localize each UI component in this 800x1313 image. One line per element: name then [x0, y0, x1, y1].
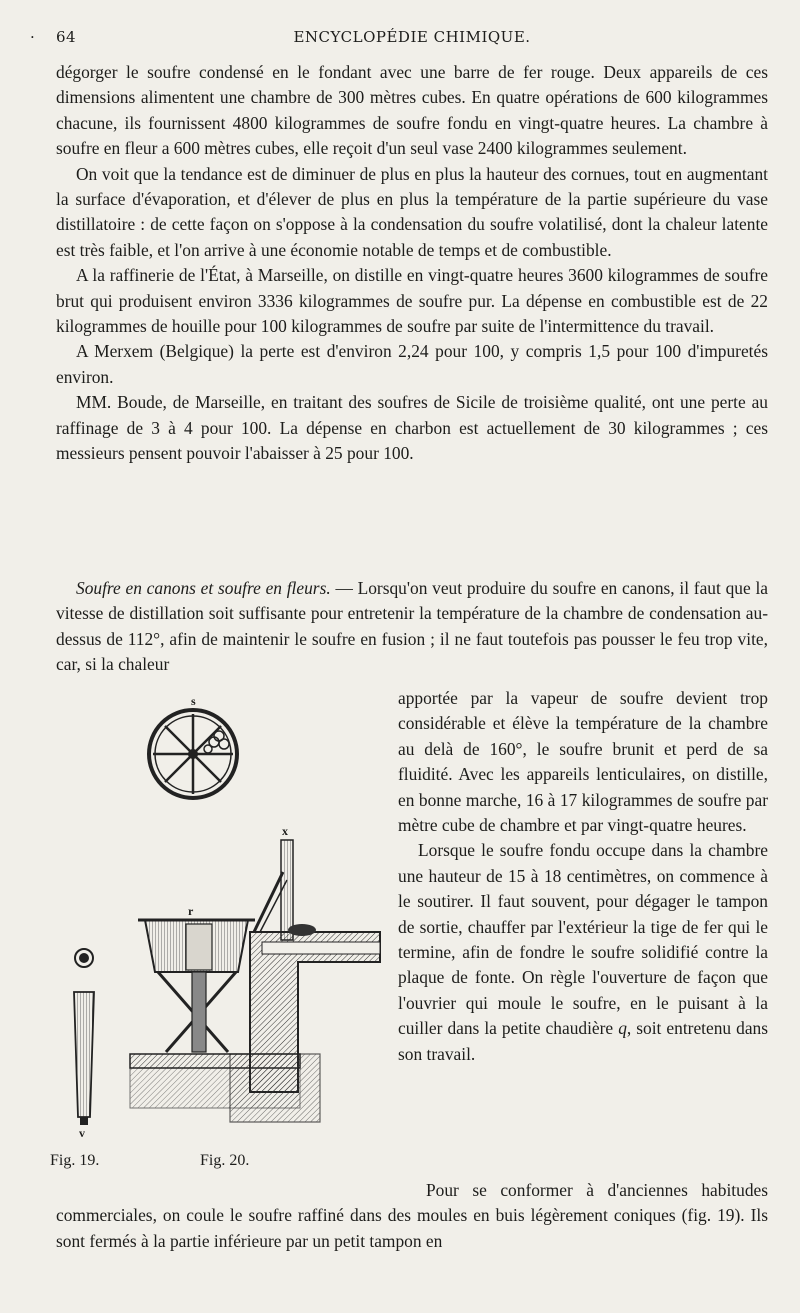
paragraph-5: MM. Boude, de Marseille, en traitant des soufres de Sicile de troisième qualité, ont une perte au raffinage de 3 à 4 pour 100. La dépense en charbon est actuellement de 30 kilogrammes ; ces messieurs pensent pouvoir l'abaisser à 25 pour 100. [56, 392, 768, 464]
mould-drawing [74, 949, 94, 1125]
section-title: Soufre en canons et soufre en fleurs. [76, 578, 331, 598]
caption-fig-20: Fig. 20. [200, 1152, 250, 1169]
paragraph-6-continued: apportée par la vapeur de soufre devient trop considérable et élève la température de la chambre au delà de 160°, le soufre brunit et perd de sa fluidité. Avec les appareils lenticulaires, on distille, en bonne marche, 16 à 17 kilogrammes de soufre par mètre cube de chambre et par vingt-quatre heures. [398, 688, 768, 836]
wheel-drawing [149, 710, 237, 798]
paragraph-1: dégorger le soufre condensé en le fondant avec une barre de fer rouge. Deux appareils de ces dimensions alimentent une chambre de 300 mètres cubes. En quatre opérations de 600 kilogrammes chacune, ils fournissent 4800 kilogrammes de soufre fondu en vingt-quatre heures. La chambre à soufre en fleur a 600 mètres cubes, elle reçoit d'un seul vase 2400 kilogrammes seulement. [56, 62, 768, 159]
body-text-column [398, 686, 768, 1067]
label-r: r [188, 904, 194, 918]
header-dot: · [30, 28, 36, 46]
caption-fig-19: Fig. 19. [50, 1152, 100, 1169]
figure-illustration [50, 692, 390, 1172]
running-title: ENCYCLOPÉDIE CHIMIQUE. [293, 28, 531, 46]
paragraph-3: A la raffinerie de l'État, à Marseille, on distille en vingt-quatre heures 3600 kilogrammes de soufre brut qui produisent environ 3336 kilogrammes de soufre pur. La dépense en combustible est de 22 kilogrammes de houille pour 100 kilogrammes de soufre par suite de l'intermittence du travail. [56, 265, 768, 337]
paragraph-7-text: Lorsque le soufre fondu occupe dans la chambre une hauteur de 15 à 18 centimètres, on commence à le soutirer. Il faut souvent, pour dégager le tampon de sortie, chauffer par l'extérieur la tige de fer qui le termine, afin de fondre le soufre solidifié contre la plaque de fonte. On règle l'ouverture de façon que l'ouvrier qui moule le soufre, en le puisant à la cuiller dans la petite chaudière [398, 840, 768, 1039]
paragraph-8: Pour se conformer à d'anciennes habitudes commerciales, on coule le soufre raffiné dans des moules en buis légèrement coniques (fig. 19). Ils sont fermés à la partie inférieure par un petit tampon en [56, 1180, 768, 1251]
body-text-top [56, 60, 768, 467]
body-text-bottom [56, 1178, 768, 1254]
section-dash: — [330, 578, 358, 598]
label-v: v [79, 1126, 85, 1140]
engraving-drawing [50, 692, 390, 1172]
label-s: s [191, 694, 196, 708]
paragraph-6-text: Lorsqu'on veut produire du soufre en canons, il faut que la vitesse de distillation soit suffisante pour entretenir la température de la chambre de condensation au-dessus de 112°, afin de maintenir le soufre en fusion ; il ne faut toutefois pas pousser le feu trop vite, car, si la chaleur [56, 578, 768, 675]
variable-q: q [618, 1018, 627, 1039]
paragraph-2: On voit que la tendance est de diminuer de plus en plus la hauteur des cornues, tout en augmentant la surface d'évaporation, et d'élever de plus en plus la température de la partie supérieure du vase distillatoire : de cette façon on s'oppose à la condensation du soufre volatilisé, dont la chaleur latente est très faible, et l'on arrive à une économie notable de temps et de combustible. [56, 163, 768, 260]
page-number: 64 [56, 28, 77, 46]
paragraph-7-end: , soit entretenu dans son travail. [398, 1018, 769, 1064]
label-x: x [282, 824, 288, 838]
paragraph-7 [398, 838, 768, 1067]
paragraph-6 [56, 576, 768, 678]
vertical-post [254, 840, 293, 940]
section-intro [56, 576, 768, 678]
running-header [30, 28, 768, 54]
paragraph-4: A Merxem (Belgique) la perte est d'environ 2,24 pour 100, y compris 1,5 pour 100 d'impuretés environ. [56, 341, 768, 387]
